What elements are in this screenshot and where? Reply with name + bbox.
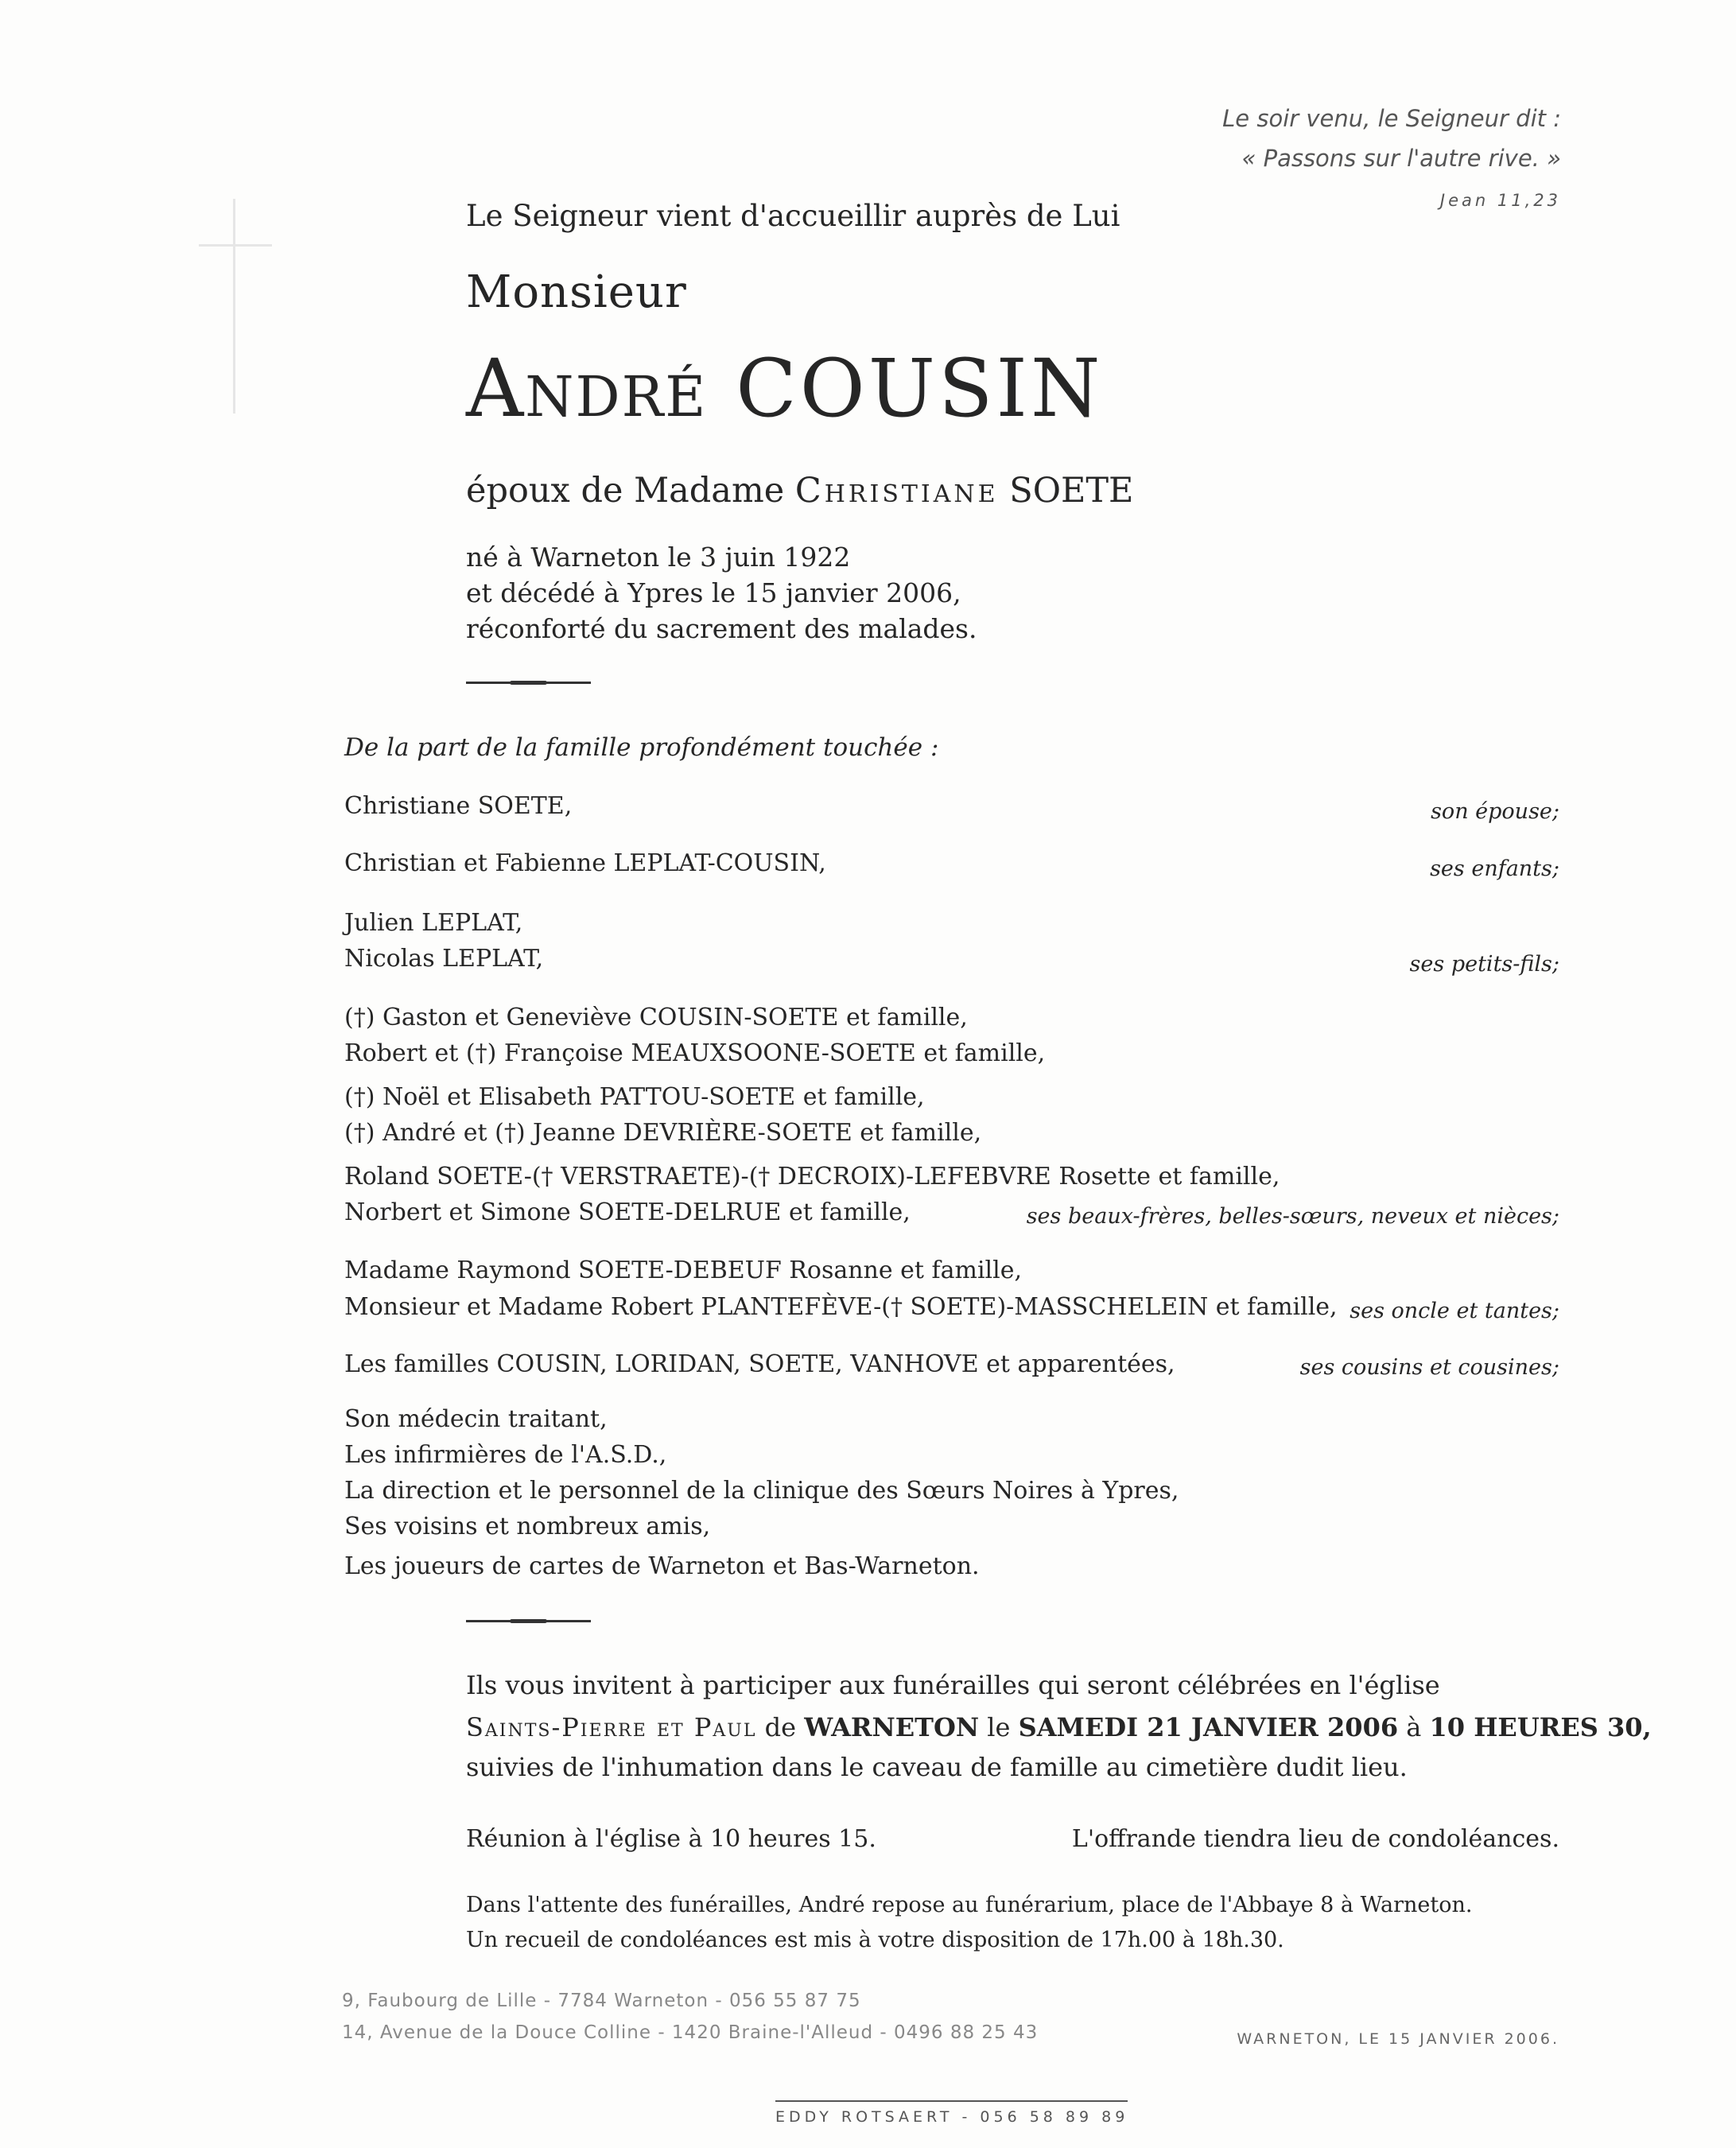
connector-le: le: [987, 1712, 1011, 1742]
offering-info: L'offrande tiendra lieu de condoléances.: [1071, 1825, 1559, 1853]
condolence-book-info: Un recueil de condoléances est mis à votre disposition de 17h.00 à 18h.30.: [466, 1928, 1284, 1952]
divider: [466, 682, 591, 684]
embossed-cross-icon: [233, 199, 235, 414]
family-line: Madame Raymond SOETE-DEBEUF Rosanne et famille,: [344, 1257, 1023, 1284]
printer-credit: EDDY ROTSAERT - 056 58 89 89: [775, 2108, 1129, 2126]
address-line-2: 14, Avenue de la Douce Colline - 1420 Braine-l'Alleud - 0496 88 25 43: [342, 2022, 1039, 2043]
family-line: Roland SOETE-(† VERSTRAETE)-(† DECROIX)-LEFEBVRE Rosette et famille,: [344, 1163, 1280, 1191]
biography: né à Warneton le 3 juin 1922 et décédé à Ypres le 15 janvier 2006, réconforté du sacrement des malades.: [466, 542, 977, 644]
epigraph-line-1: Le soir venu, le Seigneur dit :: [1222, 105, 1561, 132]
spouse-last-name: SOETE: [1009, 471, 1134, 511]
family-line: La direction et le personnel de la clinique des Sœurs Noires à Ypres,: [344, 1477, 1179, 1505]
connector-de: de: [764, 1712, 797, 1742]
funeral-date: SAMEDI 21 JANVIER 2006: [1018, 1712, 1399, 1742]
invitation-line-1: Ils vous invitent à participer aux funérailles qui seront célébrées en l'église: [466, 1670, 1440, 1700]
relation-label: ses cousins et cousines;: [1299, 1355, 1559, 1380]
address-line-1: 9, Faubourg de Lille - 7784 Warneton - 056 55 87 75: [342, 1991, 861, 2011]
spouse-line: [466, 471, 1133, 511]
meeting-info: Réunion à l'église à 10 heures 15.: [466, 1825, 876, 1853]
invitation-line-2: [466, 1712, 1652, 1742]
divider: [466, 1620, 591, 1622]
town: WARNETON: [804, 1712, 980, 1742]
family-line: (†) Gaston et Geneviève COUSIN-SOETE et famille,: [344, 1004, 968, 1031]
printer-rule: [775, 2100, 1128, 2102]
place-date: WARNETON, LE 15 JANVIER 2006.: [1237, 2030, 1559, 2048]
family-line: Julien LEPLAT,: [344, 909, 523, 937]
connector-a: à: [1406, 1712, 1422, 1742]
family-line: Christiane SOETE,: [344, 792, 573, 820]
family-line: Monsieur et Madame Robert PLANTEFÈVE-(† SOETE)-MASSCHELEIN et famille,: [344, 1293, 1338, 1321]
family-line: Ses voisins et nombreux amis,: [344, 1513, 711, 1540]
spouse-prefix: époux de Madame: [466, 471, 785, 511]
honorific: Monsieur: [466, 266, 687, 318]
deceased-last-name: COUSIN: [736, 342, 1104, 435]
epigraph-reference: Jean 11,23: [1439, 191, 1561, 210]
relation-label: son épouse;: [1431, 799, 1559, 824]
invitation-line-3: suivies de l'inhumation dans le caveau de famille au cimetière dudit lieu.: [466, 1752, 1408, 1782]
relation-label: ses beaux-frères, belles-sœurs, neveux et nièces;: [1026, 1204, 1559, 1229]
spouse-first-name: Christiane: [794, 471, 999, 511]
family-line: (†) Noël et Elisabeth PATTOU-SOETE et famille,: [344, 1083, 925, 1111]
deceased-first-name: André: [466, 342, 708, 435]
family-line: Son médecin traitant,: [344, 1405, 608, 1433]
embossed-cross-bar: [199, 244, 272, 247]
family-line: Robert et (†) Françoise MEAUXSOONE-SOETE et famille,: [344, 1039, 1046, 1067]
family-line: Les joueurs de cartes de Warneton et Bas-Warneton.: [344, 1552, 980, 1580]
relation-label: ses oncle et tantes;: [1350, 1299, 1559, 1323]
church-name: Saints-Pierre et Paul: [466, 1712, 757, 1742]
family-line: Nicolas LEPLAT,: [344, 945, 544, 973]
family-line: Norbert et Simone SOETE-DELRUE et famille,: [344, 1198, 911, 1226]
rest-info: Dans l'attente des funérailles, André repose au funérarium, place de l'Abbaye 8 à Warneton.: [466, 1893, 1473, 1917]
intro-text: Le Seigneur vient d'accueillir auprès de Lui: [466, 199, 1120, 233]
family-lead: De la part de la famille profondément touchée :: [344, 733, 939, 762]
family-line: Les infirmières de l'A.S.D.,: [344, 1441, 667, 1469]
relation-label: ses petits-fils;: [1409, 952, 1559, 977]
family-line: Christian et Fabienne LEPLAT-COUSIN,: [344, 849, 826, 877]
deceased-name: [466, 342, 1103, 435]
relation-label: ses enfants;: [1430, 856, 1559, 881]
epigraph-line-2: « Passons sur l'autre rive. »: [1241, 145, 1561, 172]
family-line: Les familles COUSIN, LORIDAN, SOETE, VANHOVE et apparentées,: [344, 1350, 1175, 1378]
funeral-time: 10 HEURES 30,: [1429, 1712, 1652, 1742]
family-line: (†) André et (†) Jeanne DEVRIÈRE-SOETE et famille,: [344, 1119, 982, 1147]
